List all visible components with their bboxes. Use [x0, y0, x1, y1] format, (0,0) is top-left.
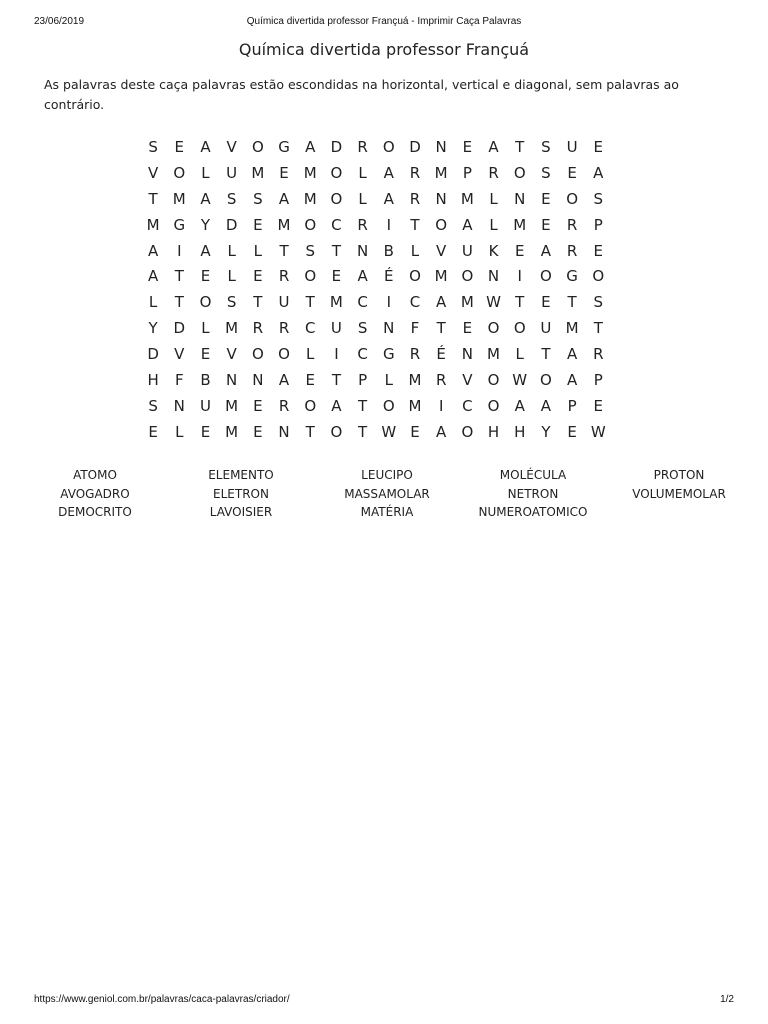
grid-letter: O [382, 396, 395, 415]
grid-letter: E [305, 370, 315, 389]
grid-letter: A [383, 163, 394, 182]
grid-letter: A [200, 189, 211, 208]
grid-letter: H [147, 370, 159, 389]
grid-letter: S [541, 163, 551, 182]
grid-letter: D [173, 319, 186, 338]
grid-letter: A [514, 396, 525, 415]
grid-letter: M [303, 163, 317, 182]
word-list-column [460, 466, 606, 522]
grid-letter: N [173, 396, 185, 415]
grid-row [140, 160, 611, 186]
grid-letter: R [435, 370, 447, 389]
grid-letter: M [303, 189, 317, 208]
grid-letter: M [565, 319, 579, 338]
grid-letter: M [487, 345, 500, 364]
word-list-item: NUMEROATOMICO [478, 505, 588, 519]
grid-letter: M [460, 189, 474, 208]
grid-letter: L [227, 267, 236, 286]
grid-letter: B [383, 241, 394, 260]
word-list-item: LAVOISIER [209, 505, 273, 519]
print-title: Química divertida professor Françuá - Imprimir Caça Palavras [246, 16, 522, 27]
word-list-item: LEUCIPO [361, 468, 413, 482]
grid-letter: P [567, 396, 577, 415]
grid-row [140, 134, 611, 160]
grid-letter: M [277, 215, 291, 234]
word-list-item: ELETRON [213, 486, 269, 501]
grid-letter: É [384, 267, 394, 286]
grid-letter: E [253, 215, 263, 234]
grid-letter: G [173, 215, 186, 234]
print-footer [0, 994, 768, 1008]
grid-letter: O [330, 163, 343, 182]
grid-letter: O [304, 396, 317, 415]
word-list-item: ELEMENTO [208, 468, 274, 482]
grid-letter: O [566, 189, 578, 208]
grid-letter: I [386, 293, 391, 312]
grid-letter: O [540, 267, 552, 286]
grid-letter: V [226, 345, 237, 364]
grid-letter: E [200, 267, 211, 286]
grid-letter: A [147, 241, 159, 260]
grid-letter: T [331, 370, 341, 389]
grid-letter: T [358, 396, 368, 415]
grid-letter: E [174, 137, 185, 156]
grid-letter: O [461, 267, 474, 286]
grid-letter: O [278, 345, 290, 364]
grid-letter: C [304, 319, 316, 338]
grid-letter: N [226, 370, 238, 389]
grid-letter: D [330, 137, 343, 156]
instructions-text: As palavras deste caça palavras estão escondidas na horizontal, vertical e diagonal, sem palavras ao contrário. [44, 77, 679, 112]
grid-letter: S [593, 189, 604, 208]
grid-letter: P [593, 215, 603, 234]
grid-letter: S [148, 137, 158, 156]
grid-letter: F [410, 319, 420, 338]
grid-letter: B [200, 370, 211, 389]
word-list-item: MASSAMOLAR [344, 486, 430, 501]
grid-letter: T [331, 241, 341, 260]
grid-letter: M [513, 215, 527, 234]
grid-letter: R [357, 137, 368, 156]
grid-letter: V [226, 137, 237, 156]
grid-letter: L [201, 319, 210, 338]
grid-letter: N [252, 370, 264, 389]
grid-letter: C [409, 293, 421, 312]
grid-letter: T [253, 293, 263, 312]
grid-letter: A [566, 345, 578, 364]
grid-letter: A [278, 370, 290, 389]
word-list-item: ATOMO [73, 468, 117, 482]
grid-letter: M [329, 293, 343, 312]
grid-letter: R [409, 163, 421, 182]
grid-letter: A [383, 189, 394, 208]
grid-letter: N [487, 267, 500, 286]
word-list-item: AVOGADRO [60, 486, 130, 501]
grid-letter: O [251, 345, 264, 364]
grid-letter: C [357, 345, 368, 364]
grid-letter: Y [200, 215, 211, 234]
grid-letter: I [438, 396, 444, 415]
grid-letter: E [253, 396, 263, 415]
grid-letter: R [488, 163, 499, 182]
grid-letter: E [462, 319, 473, 338]
grid-letter: M [434, 163, 448, 182]
grid-letter: A [540, 241, 552, 260]
grid-letter: O [304, 267, 317, 286]
grid-letter: O [173, 163, 186, 182]
grid-letter: M [251, 163, 265, 182]
grid-letter: M [408, 396, 422, 415]
print-date: 23/06/2019 [34, 16, 85, 27]
grid-letter: C [357, 293, 368, 312]
grid-letter: R [357, 215, 368, 234]
grid-row [140, 238, 611, 264]
word-list-item: DEMOCRITO [58, 505, 132, 519]
grid-letter: O [487, 396, 500, 415]
grid-letter: T [358, 422, 368, 441]
grid-letter: Y [541, 422, 551, 441]
grid-letter: S [253, 189, 263, 208]
grid-letter: V [174, 345, 185, 364]
grid-letter: E [541, 189, 551, 208]
grid-letter: L [227, 241, 236, 260]
grid-letter: L [148, 293, 158, 312]
grid-letter: O [304, 215, 317, 234]
grid-letter: D [147, 345, 159, 364]
grid-letter: E [279, 163, 289, 182]
grid-letter: R [409, 345, 421, 364]
word-list-item: MOLÉCULA [499, 468, 567, 482]
grid-letter: E [148, 422, 158, 441]
grid-letter: O [330, 422, 343, 441]
grid-letter: R [566, 241, 578, 260]
grid-letter: T [410, 215, 420, 234]
grid-letter: L [358, 163, 367, 182]
grid-letter: S [593, 293, 604, 312]
grid-letter: L [201, 163, 210, 182]
grid-letter: O [461, 422, 474, 441]
grid-letter: F [174, 370, 184, 389]
grid-letter: C [462, 396, 473, 415]
grid-letter: E [200, 422, 211, 441]
grid-letter: A [200, 137, 211, 156]
grid-letter: N [356, 241, 369, 260]
grid-letter: R [252, 319, 264, 338]
grid-letter: E [541, 215, 551, 234]
grid-letter: E [410, 422, 420, 441]
grid-letter: H [514, 422, 526, 441]
grid-letter: O [487, 370, 500, 389]
print-header [0, 16, 768, 30]
grid-row [140, 393, 611, 419]
grid-row [140, 263, 611, 289]
grid-letter: A [147, 267, 159, 286]
grid-letter: O [592, 267, 605, 286]
grid-letter: E [567, 163, 577, 182]
grid-letter: T [593, 319, 603, 338]
grid-letter: M [225, 319, 239, 338]
grid-letter: E [462, 137, 473, 156]
grid-letter: T [174, 267, 184, 286]
grid-letter: R [409, 189, 421, 208]
grid-letter: T [541, 345, 551, 364]
grid-letter: M [225, 422, 239, 441]
grid-letter: R [278, 267, 290, 286]
grid-letter: U [566, 137, 578, 156]
grid-letter: W [381, 422, 397, 441]
grid-letter: G [278, 137, 290, 156]
grid-letter: P [462, 163, 472, 182]
grid-letter: E [593, 241, 604, 260]
grid-letter: M [460, 293, 474, 312]
grid-letter: W [590, 422, 606, 441]
grid-letter: H [487, 422, 500, 441]
grid-letter: K [488, 241, 499, 260]
grid-letter: T [567, 293, 577, 312]
grid-letter: O [382, 137, 395, 156]
grid-letter: R [593, 345, 604, 364]
grid-letter: O [513, 319, 526, 338]
grid-letter: A [436, 422, 447, 441]
grid-letter: E [541, 293, 551, 312]
page-title: Química divertida professor Françuá [238, 40, 530, 59]
grid-letter: T [174, 293, 184, 312]
grid-letter: D [225, 215, 238, 234]
grid-letter: L [515, 345, 524, 364]
word-list [22, 466, 752, 522]
grid-letter: O [487, 319, 500, 338]
grid-letter: N [435, 189, 447, 208]
grid-letter: E [200, 345, 211, 364]
grid-letter: A [331, 396, 342, 415]
grid-letter: É [436, 345, 446, 364]
grid-letter: R [278, 319, 290, 338]
grid-letter: R [278, 396, 290, 415]
grid-letter: W [486, 293, 501, 312]
grid-letter: L [489, 215, 498, 234]
grid-letter: U [226, 163, 238, 182]
grid-letter: V [436, 241, 447, 260]
grid-letter: O [330, 189, 343, 208]
grid-letter: M [172, 189, 186, 208]
grid-letter: A [540, 396, 552, 415]
grid-letter: E [593, 396, 604, 415]
grid-letter: S [541, 137, 551, 156]
grid-letter: S [226, 189, 237, 208]
grid-letter: M [434, 267, 448, 286]
grid-letter: O [540, 370, 552, 389]
grid-letter: A [305, 137, 316, 156]
grid-letter: T [279, 241, 289, 260]
grid-letter: S [226, 293, 237, 312]
grid-letter: L [253, 241, 263, 260]
grid-letter: N [435, 137, 447, 156]
word-list-column [314, 466, 460, 522]
grid-letter: Y [148, 319, 158, 338]
print-page-number: 1/2 [720, 994, 734, 1005]
grid-row [140, 212, 611, 238]
grid-letter: U [540, 319, 552, 338]
grid-letter: E [253, 422, 263, 441]
grid-letter: I [334, 345, 339, 364]
grid-letter: P [593, 370, 603, 389]
grid-letter: L [384, 370, 393, 389]
word-list-item: VOLUMEMOLAR [632, 486, 726, 501]
grid-letter: A [566, 370, 578, 389]
grid-letter: E [593, 137, 604, 156]
grid-letter: V [462, 370, 473, 389]
grid-letter: I [386, 215, 391, 234]
grid-letter: A [436, 293, 447, 312]
grid-letter: E [514, 241, 525, 260]
grid-letter: O [409, 267, 421, 286]
grid-letter: L [306, 345, 315, 364]
grid-letter: O [251, 137, 264, 156]
word-list-item: MATÉRIA [360, 505, 414, 519]
grid-letter: A [357, 267, 368, 286]
grid-letter: G [382, 345, 395, 364]
grid-letter: L [175, 422, 184, 441]
grid-letter: T [515, 293, 525, 312]
grid-letter: U [199, 396, 211, 415]
grid-letter: A [200, 241, 211, 260]
grid-letter: R [566, 215, 578, 234]
grid-row [140, 341, 611, 367]
grid-letter: A [488, 137, 499, 156]
grid-letter: L [489, 189, 498, 208]
grid-letter: U [330, 319, 342, 338]
grid-letter: S [357, 319, 368, 338]
grid-row [140, 315, 611, 341]
grid-letter: O [435, 215, 448, 234]
grid-letter: E [331, 267, 342, 286]
grid-letter: D [409, 137, 421, 156]
grid-letter: C [331, 215, 342, 234]
grid-letter: L [410, 241, 420, 260]
grid-letter: U [461, 241, 473, 260]
grid-row [140, 367, 611, 393]
grid-letter: M [225, 396, 239, 415]
grid-letter: W [512, 370, 528, 389]
grid-row [140, 419, 611, 445]
grid-letter: M [146, 215, 160, 234]
grid-letter: V [147, 163, 159, 182]
word-list-column [606, 466, 752, 522]
grid-letter: N [514, 189, 526, 208]
print-url: https://www.geniol.com.br/palavras/caca-palavras/criador/ [34, 994, 290, 1005]
grid-letter: O [513, 163, 526, 182]
grid-letter: S [148, 396, 158, 415]
grid-letter: M [408, 370, 422, 389]
grid-row [140, 186, 611, 212]
grid-letter: N [461, 345, 473, 364]
grid-letter: A [278, 189, 290, 208]
word-list-item: PROTON [653, 468, 705, 482]
grid-letter: A [593, 163, 604, 182]
word-list-column [168, 466, 314, 522]
grid-letter: I [517, 267, 522, 286]
grid-letter: T [305, 422, 315, 441]
grid-letter: P [358, 370, 368, 389]
grid-letter: N [278, 422, 290, 441]
word-search-grid [140, 134, 611, 445]
grid-letter: A [462, 215, 473, 234]
word-list-column [22, 466, 168, 522]
grid-letter: N [383, 319, 395, 338]
grid-letter: I [177, 241, 182, 260]
grid-row [140, 289, 611, 315]
word-list-item: NETRON [507, 486, 559, 501]
grid-letter: O [199, 293, 212, 312]
grid-letter: E [567, 422, 577, 441]
grid-letter: S [305, 241, 315, 260]
grid-letter: E [253, 267, 263, 286]
grid-letter: T [305, 293, 315, 312]
grid-letter: U [278, 293, 290, 312]
grid-letter: L [358, 189, 367, 208]
grid-letter: T [515, 137, 525, 156]
grid-letter: T [148, 189, 158, 208]
grid-letter: G [566, 267, 578, 286]
grid-letter: T [436, 319, 446, 338]
